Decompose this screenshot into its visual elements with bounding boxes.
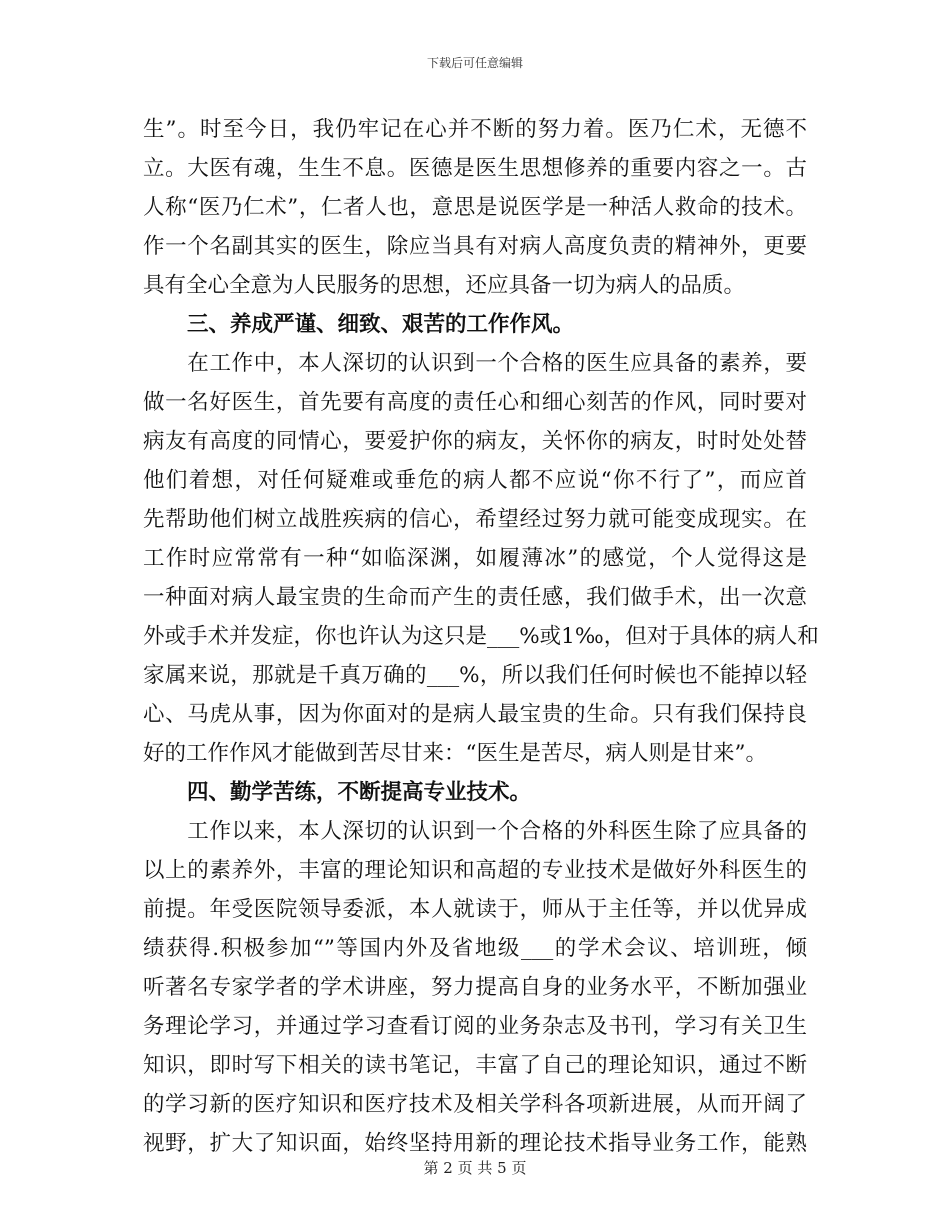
paragraph-line: 外或手术并发症，你也许认为这只是___%或1‰，但对于具体的病人和 — [143, 624, 819, 649]
page-header: 下载后可任意编辑 — [426, 56, 523, 70]
paragraph-line: 病友有高度的同情心，要爱护你的病友，关怀你的病友，时时处处替 — [143, 429, 807, 454]
paragraph-line: 一种面对病人最宝贵的生命而产生的责任感，我们做手术，出一次意 — [143, 585, 807, 610]
paragraph-line: 的学习新的医疗知识和医疗技术及相关学科各项新进展，从而开阔了 — [143, 1092, 807, 1117]
paragraph-line: 心、马虎从事，因为你面对的是病人最宝贵的生命。只有我们保持良 — [143, 702, 807, 727]
paragraph-line: 听著名专家学者的学术讲座，努力提高自身的业务水平，不断加强业 — [143, 975, 807, 1000]
paragraph-line: 他们着想，对任何疑难或垂危的病人都不应说“你不行了”，而应首 — [143, 468, 807, 493]
paragraph-line: 立。大医有魂，生生不息。医德是医生思想修养的重要内容之一。古 — [143, 156, 807, 181]
paragraph-line: 先帮助他们树立战胜疾病的信心，希望经过努力就可能变成现实。在 — [143, 507, 807, 532]
paragraph-line: 家属来说，那就是千真万确的___%，所以我们任何时候也不能掉以轻 — [143, 663, 807, 688]
paragraph-line: 做一名好医生，首先要有高度的责任心和细心刻苦的作风，同时要对 — [143, 390, 807, 415]
paragraph-line: 以上的素养外，丰富的理论知识和高超的专业技术是做好外科医生的 — [143, 858, 807, 883]
paragraph-line: 前提。年受医院领导委派，本人就读于，师从于主任等，并以优异成 — [143, 897, 807, 922]
paragraph-line: 在工作中，本人深切的认识到一个合格的医生应具备的素养，要 — [143, 351, 807, 376]
paragraph-line: 视野，扩大了知识面，始终坚持用新的理论技术指导业务工作，能熟 — [143, 1131, 807, 1156]
paragraph-line: 工作以来，本人深切的认识到一个合格的外科医生除了应具备的 — [143, 819, 807, 844]
paragraph-line: 务理论学习，并通过学习查看订阅的业务杂志及书刊，学习有关卫生 — [143, 1014, 807, 1039]
paragraph-line: 好的工作作风才能做到苦尽甘来：“医生是苦尽，病人则是甘来”。 — [143, 741, 767, 766]
page-footer: 第 2 页 共 5 页 — [423, 1159, 527, 1177]
paragraph-line: 绩获得.积极参加“”等国内外及省地级___的学术会议、培训班，倾 — [143, 936, 807, 961]
paragraph-line: 知识，即时写下相关的读书笔记，丰富了自己的理论知识，通过不断 — [143, 1053, 807, 1078]
paragraph-line: 人称“医乃仁术”，仁者人也，意思是说医学是一种活人救命的技术。 — [143, 195, 807, 220]
paragraph-line: 生”。时至今日，我仍牢记在心并不断的努力着。医乃仁术，无德不 — [143, 117, 807, 142]
paragraph-line: 具有全心全意为人民服务的思想，还应具备一切为病人的品质。 — [143, 273, 746, 298]
section-heading: 四、勤学苦练，不断提高专业技术。 — [187, 780, 532, 805]
document-body — [143, 110, 819, 1163]
paragraph-line: 作一个名副其实的医生，除应当具有对病人高度负责的精神外，更要 — [143, 234, 807, 259]
paragraph-line: 工作时应常常有一种“如临深渊，如履薄冰”的感觉，个人觉得这是 — [143, 546, 807, 571]
section-heading: 三、养成严谨、细致、艰苦的工作作风。 — [187, 312, 575, 337]
